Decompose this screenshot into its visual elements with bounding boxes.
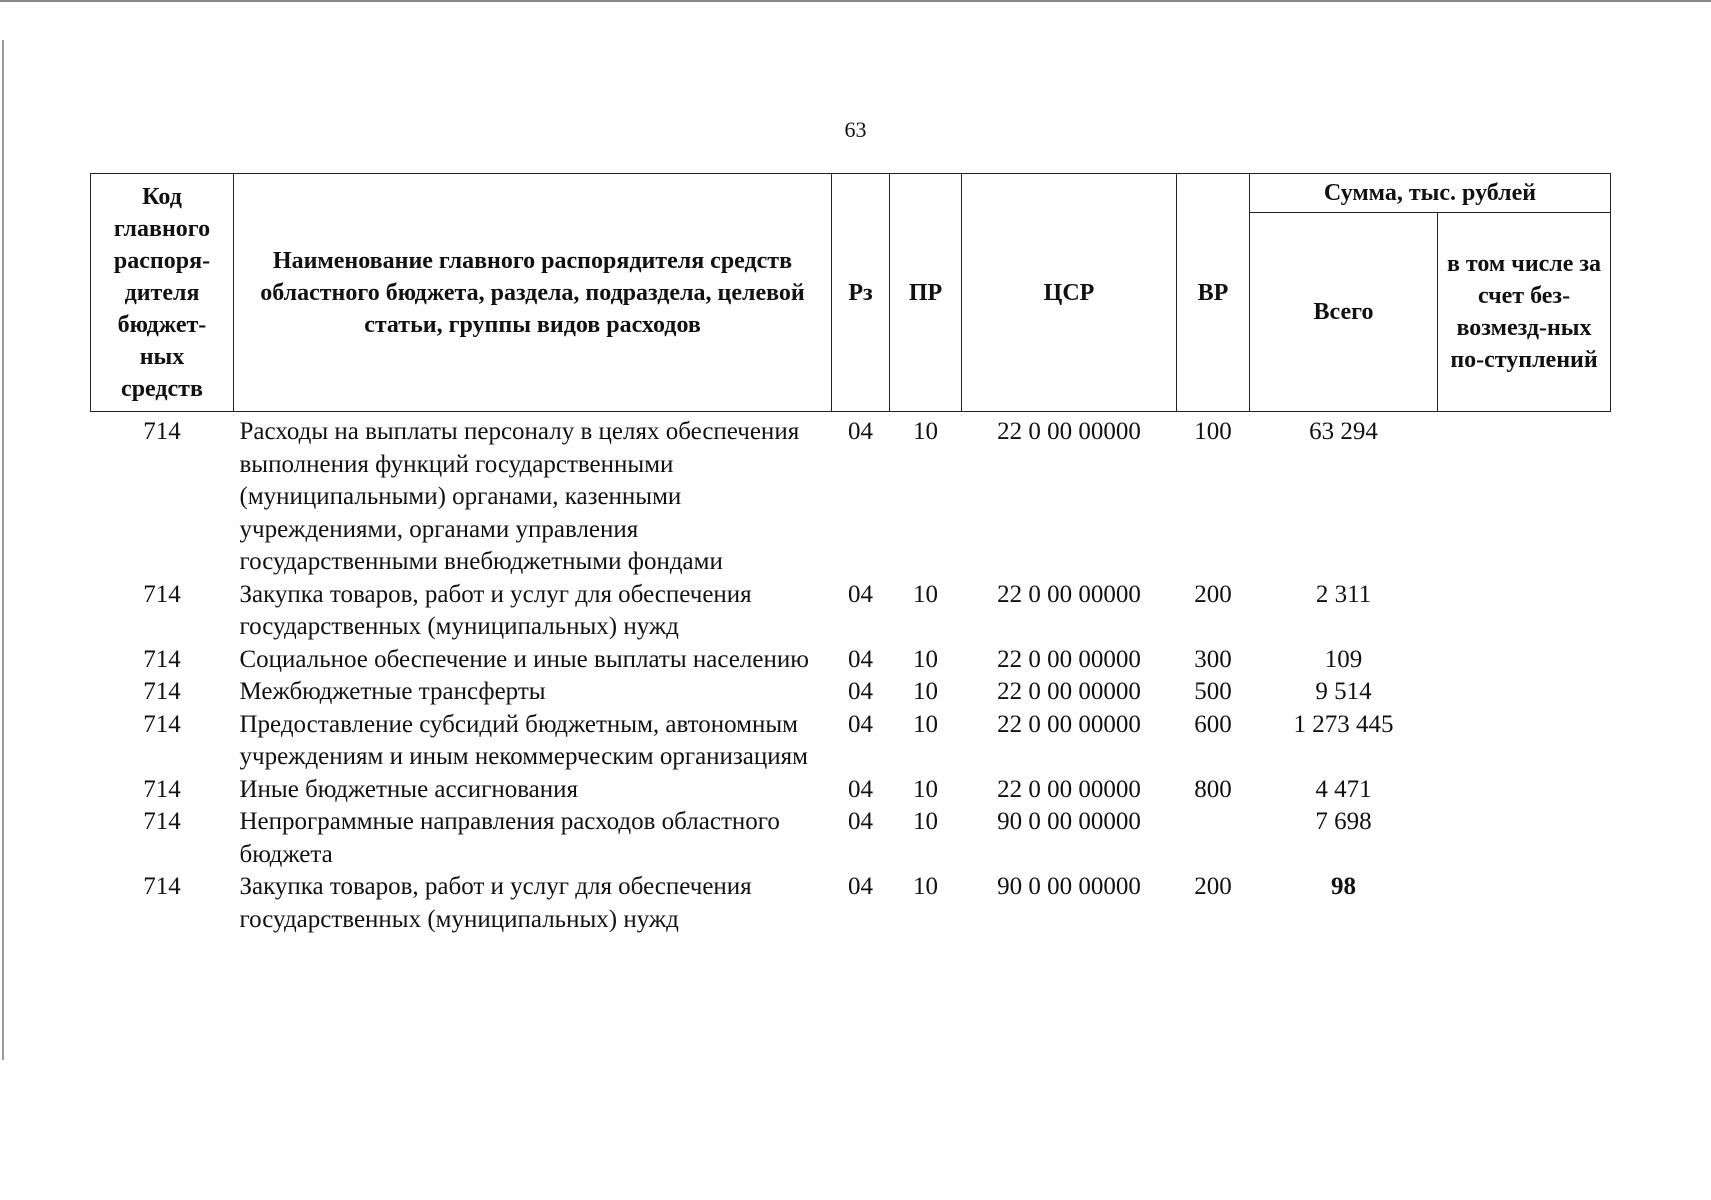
table-row [91,871,1611,936]
header-rz: Рз [832,174,890,412]
cell-vr: 600 [1194,710,1232,738]
cell-csr: 22 0 00 00000 [997,775,1141,803]
cell-free [1438,871,1611,936]
cell-pr: 10 [913,808,938,835]
cell-free [1438,709,1611,774]
table-row [91,774,1611,807]
cell-pr: 10 [913,710,938,738]
scan-left-edge [2,40,4,1060]
header-pr: ПР [890,174,962,412]
cell-free [1438,676,1611,709]
cell-name: Закупка товаров, работ и услуг для обеспечения государственных (муниципальных) нужд [239,580,752,640]
cell-name: Социальное обеспечение и иные выплаты населению [239,645,809,673]
cell-code: 714 [143,775,181,803]
cell-free [1438,806,1611,871]
cell-name: Закупка товаров, работ и услуг для обеспечения государственных (муниципальных) нужд [239,873,752,933]
scan-top-edge [0,0,1711,2]
cell-total: 109 [1324,645,1363,673]
header-code: Код главного распоря-дителя бюджет-ных средств [91,174,234,412]
cell-rz: 04 [848,645,873,673]
cell-code: 714 [143,418,181,445]
cell-csr: 22 0 00 00000 [997,580,1141,608]
cell-code: 714 [143,710,181,738]
cell-total: 2 311 [1315,580,1372,608]
cell-vr: 200 [1194,580,1232,608]
cell-rz: 04 [848,418,873,445]
cell-code: 714 [143,645,181,673]
table-row [91,806,1611,871]
cell-code: 714 [143,678,181,705]
header-free: в том числе за счет без-возмезд-ных по-ступлений [1438,213,1611,412]
header-csr: ЦСР [962,174,1177,412]
cell-free [1438,412,1611,579]
page-number: 63 [844,117,867,142]
cell-total: 4 471 [1315,775,1372,803]
cell-name: Непрограммные направления расходов областного бюджета [239,808,780,868]
header-vr: ВР [1177,174,1250,412]
cell-code: 714 [143,580,181,608]
cell-rz: 04 [848,710,873,738]
cell-vr: 200 [1194,873,1232,900]
cell-csr: 22 0 00 00000 [997,710,1141,738]
cell-rz: 04 [848,873,873,900]
cell-rz: 04 [848,808,873,835]
cell-total: 1 273 445 [1293,710,1394,738]
cell-vr: 800 [1194,775,1232,803]
table-row [91,579,1611,644]
cell-name: Иные бюджетные ассигнования [239,775,579,803]
cell-vr: 500 [1194,678,1232,705]
budget-table [90,173,1611,936]
cell-csr: 90 0 00 00000 [997,808,1141,835]
cell-pr: 10 [913,775,938,803]
cell-rz: 04 [848,678,873,705]
cell-csr: 22 0 00 00000 [997,645,1141,673]
cell-rz: 04 [848,580,873,608]
cell-name: Предоставление субсидий бюджетным, автономным учреждениям и иным некоммерческим организациям [239,710,808,770]
cell-name: Расходы на выплаты персоналу в целях обеспечения выполнения функций государственными (муниципальными) органами, казенными учреждениями, органами управления государственными внебюджетными фондами [239,418,800,575]
cell-vr: 100 [1194,418,1232,445]
cell-total: 9 514 [1315,678,1372,705]
table-row [91,709,1611,774]
table-header [91,174,1611,412]
table-row [91,676,1611,709]
cell-free [1438,644,1611,677]
cell-vr [1177,806,1250,871]
cell-code: 714 [143,808,181,835]
table-row [91,412,1611,579]
cell-total: 7 698 [1315,808,1372,835]
header-total: Всего [1250,213,1438,412]
header-name: Наименование главного распорядителя средств областного бюджета, раздела, подраздела, целевой статьи, группы видов расходов [234,174,832,412]
cell-csr: 22 0 00 00000 [997,418,1141,445]
cell-pr: 10 [913,418,938,445]
cell-free [1438,774,1611,807]
cell-total: 98 [1331,873,1356,900]
cell-csr: 90 0 00 00000 [997,873,1141,900]
cell-free [1438,579,1611,644]
cell-code: 714 [143,873,181,900]
cell-vr: 300 [1194,645,1232,673]
cell-name: Межбюджетные трансферты [239,678,546,705]
cell-pr: 10 [913,645,938,673]
header-sum: Сумма, тыс. рублей [1250,174,1611,213]
table-body [91,412,1611,937]
cell-pr: 10 [913,678,938,705]
cell-pr: 10 [913,580,938,608]
cell-rz: 04 [848,775,873,803]
cell-csr: 22 0 00 00000 [997,678,1141,705]
table-row [91,644,1611,677]
cell-total: 63 294 [1309,418,1378,445]
cell-pr: 10 [913,873,938,900]
